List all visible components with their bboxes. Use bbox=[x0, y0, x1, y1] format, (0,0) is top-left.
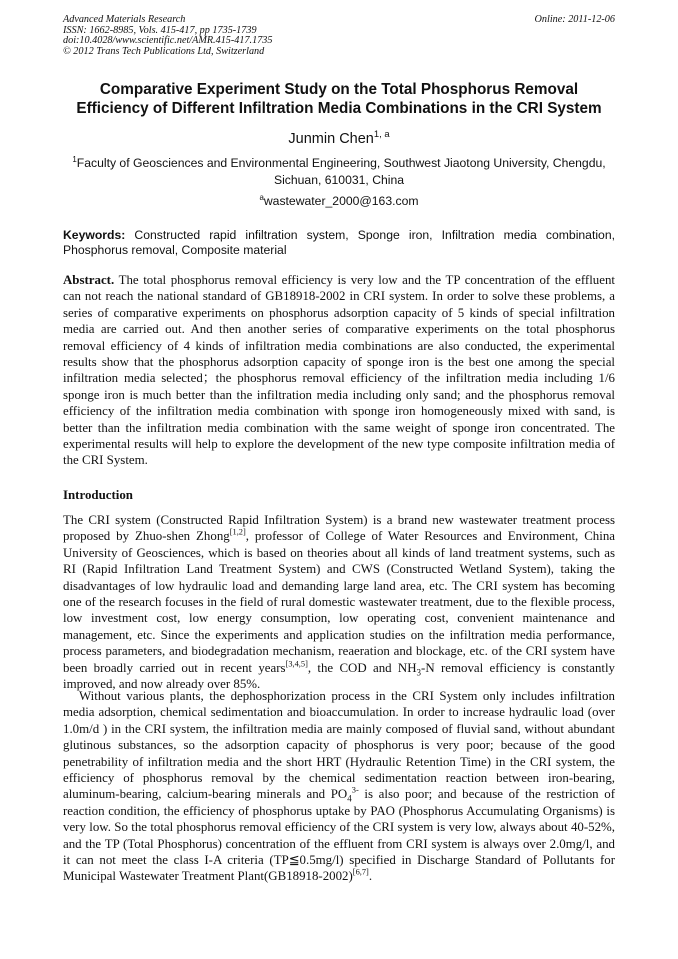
citation-1-2[interactable]: [1,2] bbox=[229, 528, 246, 538]
abstract bbox=[63, 272, 615, 469]
intro-paragraph-2 bbox=[63, 688, 615, 885]
affil-line-1: Faculty of Geosciences and Environmental Engineering, Southwest Jiaotong University, Chengdu, bbox=[76, 156, 606, 170]
keywords bbox=[63, 228, 615, 258]
email-address[interactable]: wastewater_2000@163.com bbox=[263, 194, 419, 208]
affil-mark: 1 bbox=[72, 154, 77, 164]
author-affil-mark: 1, a bbox=[373, 128, 390, 140]
title-line-2: Efficiency of Different Infiltration Media Combinations in the CRI System bbox=[76, 100, 602, 117]
paper-title bbox=[40, 80, 638, 118]
journal-header bbox=[63, 15, 272, 57]
affil-line-2: Sichuan, 610031, China bbox=[273, 173, 405, 187]
intro-p2-text-b: is also poor; and because of the restriction of reaction condition, the efficiency of phosphorus uptake by PAO (Phosphorus Accumulating Organisms) is very low. So the total phosphorus removal efficiency of the CRI system is very low, always about 40-52%, and the TP (Total Phosphorus) concentration of the effluent from CRI system is always over 2.0mg/l, and it can not meet the class I-A criteria (TP≦0.5mg/l) specified in Discharge Standard of Pollutants for Municipal Wastewater Treatment Plant(GB18918-2002) bbox=[63, 787, 616, 884]
online-date: Online: 2011-12-06 bbox=[534, 14, 615, 25]
intro-p2-end: . bbox=[368, 869, 373, 884]
keywords-label: Keywords: bbox=[63, 228, 126, 242]
author-name: Junmin Chen bbox=[288, 131, 374, 147]
email-line bbox=[0, 194, 678, 208]
nh3-subscript: 3 bbox=[416, 667, 422, 678]
doi-line: doi:10.4028/www.scientific.net/AMR.415-417.1735 bbox=[63, 35, 273, 47]
intro-p2-text-a: Without various plants, the dephosphorization process in the CRI System only includes infiltration media adsorption, chemical sedimentation and bioaccumulation. In order to increase hydraulic load (over 1.0m/d ) in the CRI system, the infiltration media are mainly composed of fluvial sand, without abundant glutinous substances, so the adsorption capacity of phosphorus is very poor; because of the good penetrability of infiltration media and the short HRT (Hydraulic Retention Time) in the CRI system, the efficiency of phosphorus removal by the chemical sedimentation reaction between iron-bearing, aluminum-bearing, calcium-bearing minerals and PO bbox=[63, 689, 615, 802]
po4-subscript: 4 bbox=[347, 794, 352, 805]
author-line bbox=[0, 128, 678, 147]
citation-3-4-5[interactable]: [3,4,5] bbox=[285, 659, 308, 669]
email-mark: a bbox=[259, 192, 264, 202]
affiliation bbox=[63, 155, 615, 189]
title-line-1: Comparative Experiment Study on the Total Phosphorus Removal bbox=[99, 81, 579, 98]
abstract-text: The total phosphorus removal efficiency is very low and the TP concentration of the effluent can not reach the national standard of GB18918-2002 in CRI system. In order to solve these problems, a series of comparative experiments on phosphorus adsorption capacity of 5 kinds of special infiltration media are carried out. And then another series of comparative experiments on the total phosphorus removal efficiency of 4 kinds of infiltration media combinations are also conducted, the experimental results show that the phosphorus adsorption capacity of sponge iron is the best one among the special infiltration media selected；the phosphorus removal efficiency of the infiltration media including 1/6 sponge iron is much better than the infiltration media including only sand; and the phosphorus removal efficiency of the infiltration media combination with sponge iron homogeneously mixed with sand, is better than the infiltration media combination with the same weight of sponge iron concentrated. The experimental results will help to explore the development of the new type composite infiltration media of the CRI System. bbox=[63, 273, 615, 468]
abstract-label: Abstract. bbox=[63, 273, 115, 287]
copyright-line: © 2012 Trans Tech Publications Ltd, Switzerland bbox=[63, 45, 265, 57]
citation-6-7[interactable]: [6,7] bbox=[352, 868, 369, 878]
intro-p1-text-c: , the COD and NH bbox=[307, 660, 417, 675]
intro-paragraph-1 bbox=[63, 512, 615, 692]
po4-superscript: 3- bbox=[351, 786, 359, 796]
section-heading-introduction: Introduction bbox=[63, 488, 133, 502]
intro-p1-text-d: -N removal efficiency is constantly improved, and now already over 85%. bbox=[63, 660, 615, 692]
keywords-text: Constructed rapid infiltration system, Sponge iron, Infiltration media combination, Phosphorus removal, Composite material bbox=[63, 228, 615, 257]
issn-line: ISSN: 1662-8985, Vols. 415-417, pp 1735-1739 bbox=[63, 24, 257, 36]
intro-p1-text-a: The CRI system (Constructed Rapid Infiltration System) is a brand new wastewater treatment process proposed by Zhuo-shen Zhong bbox=[63, 513, 615, 544]
intro-p1-text-b: , professor of College of Water Resources and Environment, China University of Geosciences, which is based on theories about all kinds of land treatment systems, such as RI (Rapid Infiltration Land Treatment System) and CWS (Constructed Wetland System), taking the disadvantages of low hydraulic load and demanding large land area, etc. The CRI system has becoming one of the research focuses in the field of rural domestic wastewater treatment, due to the flexible process, low investment cost, low energy consumption, low operating cost, convenient maintenance and management, etc. Since the experiments and application studies on the infiltration media performance, process parameters, and biodegradation mechanism, reaeration and blockage, etc. of the CRI system have been broadly carried out in recent years bbox=[63, 529, 615, 675]
journal-name: Advanced Materials Research bbox=[63, 14, 186, 25]
